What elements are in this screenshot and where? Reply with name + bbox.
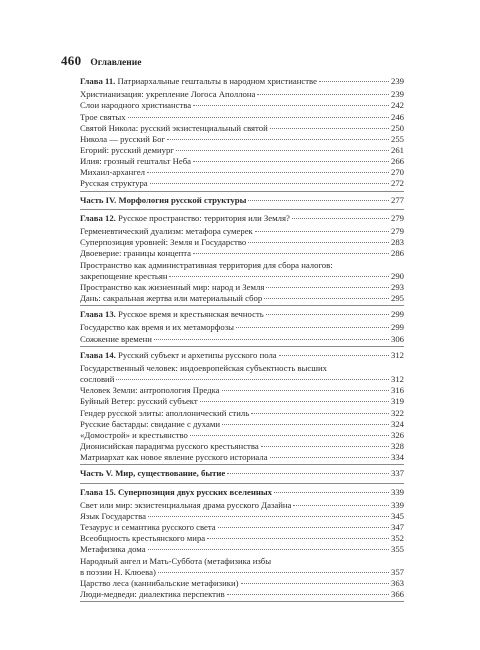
- toc-entry[interactable]: [80, 100, 404, 111]
- dot-leader: [248, 242, 389, 243]
- toc-chapter-block: [80, 73, 404, 192]
- toc-chapter-block: [80, 306, 404, 347]
- entry-title: Тезаурус и семантика русского света: [80, 522, 216, 533]
- page-ref: 322: [390, 407, 404, 418]
- dot-leader: [147, 172, 389, 173]
- entry-title: закрепощение крестьян: [80, 270, 168, 281]
- toc-entry[interactable]: [80, 533, 404, 544]
- toc-entry[interactable]: [80, 589, 404, 600]
- page-ref: 312: [390, 349, 404, 360]
- toc-entry[interactable]: [80, 430, 404, 441]
- toc-entry[interactable]: [80, 567, 404, 578]
- heading-text: Патриархальные гештальты в народном христианстве: [115, 76, 317, 86]
- page-ref: 277: [390, 194, 404, 205]
- entry-title: Сожжение времени: [80, 333, 152, 344]
- dot-leader: [148, 549, 389, 550]
- toc-entry[interactable]: [80, 441, 404, 452]
- toc-entry[interactable]: [80, 408, 404, 419]
- entry-title: Никола — русский Бог: [80, 133, 166, 144]
- page-ref: 366: [390, 589, 404, 599]
- entry-title: Язык Государства: [80, 511, 146, 522]
- heading-title: [80, 465, 225, 481]
- page-ref: 355: [390, 544, 404, 555]
- toc-entry[interactable]: [80, 363, 404, 374]
- entry-title: «Домострой» и крестьянство: [80, 429, 188, 440]
- running-header: [61, 53, 141, 69]
- page-ref: 339: [390, 499, 404, 510]
- entry-title: Буйный Ветер: русский субъект: [80, 396, 198, 407]
- entry-title: Егорий: русский демиург: [80, 145, 174, 155]
- toc-chapter-heading[interactable]: [80, 73, 404, 89]
- toc-entry[interactable]: [80, 145, 404, 156]
- dot-leader: [193, 253, 389, 254]
- entry-title: Гендер русской элиты: аполлонический стиль: [80, 407, 250, 418]
- dot-leader: [200, 401, 389, 402]
- dot-leader: [251, 413, 389, 414]
- dot-leader: [292, 218, 389, 219]
- entry-title: сословий: [80, 374, 115, 385]
- page-ref: 290: [390, 270, 404, 281]
- toc-entry[interactable]: [80, 178, 404, 189]
- toc-entry[interactable]: [80, 167, 404, 178]
- heading-title: [80, 192, 246, 208]
- entry-title: Христианизация: укрепление Логоса Аполлона: [80, 89, 256, 100]
- dot-leader: [248, 200, 389, 201]
- page-ref: 352: [390, 533, 404, 544]
- heading-text: Русское время и крестьянская вечность: [115, 309, 264, 320]
- page-ref: 312: [390, 374, 404, 385]
- toc-chapter-heading[interactable]: [80, 210, 404, 226]
- toc-chapter-block: [80, 484, 404, 603]
- dot-leader: [218, 527, 389, 528]
- dot-leader: [279, 355, 389, 356]
- page-ref: 345: [390, 511, 404, 522]
- toc-entry[interactable]: [80, 322, 404, 333]
- dot-leader: [270, 457, 389, 458]
- toc-part-heading[interactable]: [80, 192, 404, 208]
- entry-title: Матриархат как новое явление русского историала: [80, 452, 268, 463]
- toc-chapter-block: [80, 347, 404, 466]
- page-ref: 293: [390, 281, 404, 292]
- page-ref: 239: [390, 89, 404, 100]
- entry-title: Илия: грозный гештальт Неба: [80, 156, 191, 167]
- toc-entry[interactable]: [80, 271, 404, 282]
- dot-leader: [116, 379, 389, 380]
- page-ref: 334: [390, 452, 404, 463]
- heading-text: Морфология русской структуры: [116, 194, 247, 205]
- toc-entry[interactable]: [80, 452, 404, 463]
- page-ref: 326: [390, 429, 404, 440]
- dot-leader: [158, 572, 389, 573]
- toc-entry[interactable]: [80, 134, 404, 145]
- toc-entry[interactable]: [80, 156, 404, 167]
- toc-part-heading[interactable]: [80, 465, 404, 481]
- heading-number: Глава 11.: [80, 76, 116, 86]
- dot-leader: [207, 538, 389, 539]
- entry-title: Святой Никола: русский экзистенциальный святой: [80, 122, 268, 133]
- entry-title: Народный ангел и Мать-Суббота (метафизика избы: [80, 555, 272, 566]
- dot-leader: [154, 339, 389, 340]
- toc-entry[interactable]: [80, 237, 404, 248]
- entry-title: Русская структура: [80, 178, 148, 189]
- dot-leader: [150, 183, 389, 184]
- dot-leader: [255, 231, 389, 232]
- toc-chapter-heading[interactable]: [80, 484, 404, 500]
- page-ref: 357: [390, 566, 404, 577]
- entry-title: Государственный человек: индоевропейская субъектность высших: [80, 363, 327, 374]
- page-ref: 363: [390, 577, 404, 588]
- heading-title: [80, 484, 272, 500]
- heading-number: Глава 13.: [80, 309, 116, 320]
- dot-leader: [148, 516, 389, 517]
- entry-title: Пространство как жизненный мир: народ и Земля: [80, 281, 265, 292]
- entry-title: Люди-медведи: диалектика перспектив: [80, 589, 225, 599]
- running-title: Оглавление: [90, 58, 142, 68]
- dot-leader: [266, 314, 389, 315]
- toc-entry[interactable]: [80, 123, 404, 134]
- heading-title: [80, 306, 264, 322]
- toc-entry[interactable]: [80, 522, 404, 533]
- page-ref: 337: [390, 468, 404, 479]
- page-ref: 306: [390, 333, 404, 344]
- entry-title: Русские бастарды: свидание с духами: [80, 418, 220, 429]
- heading-number: Часть V.: [80, 468, 113, 479]
- page-ref: 283: [390, 237, 404, 248]
- entry-title: в поэзии Н. Клюева): [80, 566, 156, 577]
- dot-leader: [319, 81, 389, 82]
- dot-leader: [169, 276, 388, 277]
- entry-title: Царство леса (каннибальские метафизики): [80, 577, 239, 588]
- dot-leader: [176, 150, 389, 151]
- heading-number: Глава 15.: [80, 486, 116, 497]
- toc-entry[interactable]: [80, 248, 404, 259]
- dot-leader: [257, 94, 389, 95]
- entry-title: Дионисийская парадигма русского крестьянства: [80, 441, 259, 451]
- entry-title: Всеобщность крестьянского мира: [80, 533, 206, 544]
- page-ref: 270: [390, 167, 404, 178]
- dot-leader: [266, 287, 389, 288]
- entry-title: Трое святых: [80, 111, 126, 122]
- page-ref: 347: [390, 522, 404, 533]
- entry-title: Слои народного христианства: [80, 100, 192, 111]
- heading-text: Мир, существование, бытие: [112, 468, 226, 479]
- entry-title: Михаил-архангел: [80, 167, 145, 178]
- heading-number: Глава 12.: [80, 212, 116, 223]
- page-ref: 339: [390, 486, 404, 497]
- toc-entry[interactable]: [80, 374, 404, 385]
- entry-title: Метафизика дома: [80, 544, 146, 555]
- heading-text: Русское пространство: территория или Земля?: [115, 212, 290, 223]
- entry-title: Двоеверие: границы концепта: [80, 248, 192, 259]
- dot-leader: [227, 473, 389, 474]
- toc-entry[interactable]: [80, 293, 404, 304]
- dot-leader: [128, 117, 389, 118]
- dot-leader: [274, 492, 389, 493]
- heading-text: Суперпозиция двух русских вселенных: [115, 486, 273, 497]
- toc-entry[interactable]: [80, 500, 404, 511]
- toc-chapter-heading[interactable]: [80, 347, 404, 363]
- dot-leader: [193, 105, 389, 106]
- heading-number: Часть IV.: [80, 194, 117, 205]
- page-ref: 324: [390, 418, 404, 429]
- toc-entry[interactable]: [80, 260, 404, 271]
- page-ref: 286: [390, 248, 404, 259]
- toc-chapter-block: [80, 210, 404, 306]
- entry-title: Государство как время и их метаморфозы: [80, 322, 235, 333]
- toc-entry[interactable]: [80, 544, 404, 555]
- toc-entry[interactable]: [80, 282, 404, 293]
- heading-title: [80, 73, 317, 89]
- dot-leader: [236, 327, 389, 328]
- dot-leader: [193, 161, 389, 162]
- heading-title: [80, 347, 277, 363]
- entry-title: Суперпозиция уровней: Земля и Государство: [80, 237, 247, 248]
- dot-leader: [270, 128, 389, 129]
- heading-title: [80, 210, 290, 226]
- page-ref: 266: [390, 156, 404, 167]
- page-ref: 299: [390, 322, 404, 333]
- toc-entry[interactable]: [80, 226, 404, 237]
- dot-leader: [241, 583, 389, 584]
- page-ref: 279: [390, 212, 404, 223]
- dot-leader: [264, 298, 389, 299]
- dot-leader: [293, 505, 389, 506]
- page-ref: 239: [390, 76, 404, 86]
- dot-leader: [190, 435, 389, 436]
- page-number: 460: [61, 53, 82, 68]
- page-ref: 316: [390, 385, 404, 396]
- toc-entry[interactable]: [80, 112, 404, 123]
- toc-entry[interactable]: [80, 385, 404, 396]
- heading-text: Русский субъект и архетипы русского пола: [115, 349, 277, 360]
- toc-entry[interactable]: [80, 578, 404, 589]
- dot-leader: [261, 446, 389, 447]
- toc-entry[interactable]: [80, 556, 404, 567]
- page-ref: 242: [390, 100, 404, 111]
- dot-leader: [222, 390, 389, 391]
- toc-entry[interactable]: [80, 396, 404, 407]
- page-ref: 255: [390, 133, 404, 144]
- page-ref: 319: [390, 396, 404, 407]
- table-of-contents: [80, 73, 404, 602]
- toc-entry[interactable]: [80, 419, 404, 430]
- toc-part-block: [80, 192, 404, 210]
- page-ref: 299: [390, 309, 404, 320]
- toc-entry[interactable]: [80, 511, 404, 522]
- page-ref: 328: [390, 441, 404, 451]
- page-ref: 279: [390, 226, 404, 237]
- page-ref: 295: [390, 293, 404, 303]
- heading-number: Глава 14.: [80, 349, 116, 360]
- page-ref: 272: [390, 178, 404, 189]
- dot-leader: [222, 424, 389, 425]
- entry-title: Человек Земли: антропология Предка: [80, 385, 220, 396]
- dot-leader: [227, 594, 389, 595]
- dot-leader: [167, 139, 389, 140]
- entry-title: Дань: сакральная жертва или материальный сбор: [80, 293, 263, 303]
- entry-title: Герменевтический дуализм: метафора сумерек: [80, 226, 253, 237]
- page-ref: 246: [390, 111, 404, 122]
- entry-title: Свет или мир: экзистенциальная драма русского Дазайна: [80, 499, 292, 510]
- toc-part-block: [80, 465, 404, 483]
- page-ref: 250: [390, 122, 404, 133]
- toc-chapter-heading[interactable]: [80, 306, 404, 322]
- page-ref: 261: [390, 145, 404, 155]
- entry-title: Пространство как административная территория для сбора налогов:: [80, 259, 333, 270]
- toc-entry[interactable]: [80, 334, 404, 345]
- toc-entry[interactable]: [80, 89, 404, 100]
